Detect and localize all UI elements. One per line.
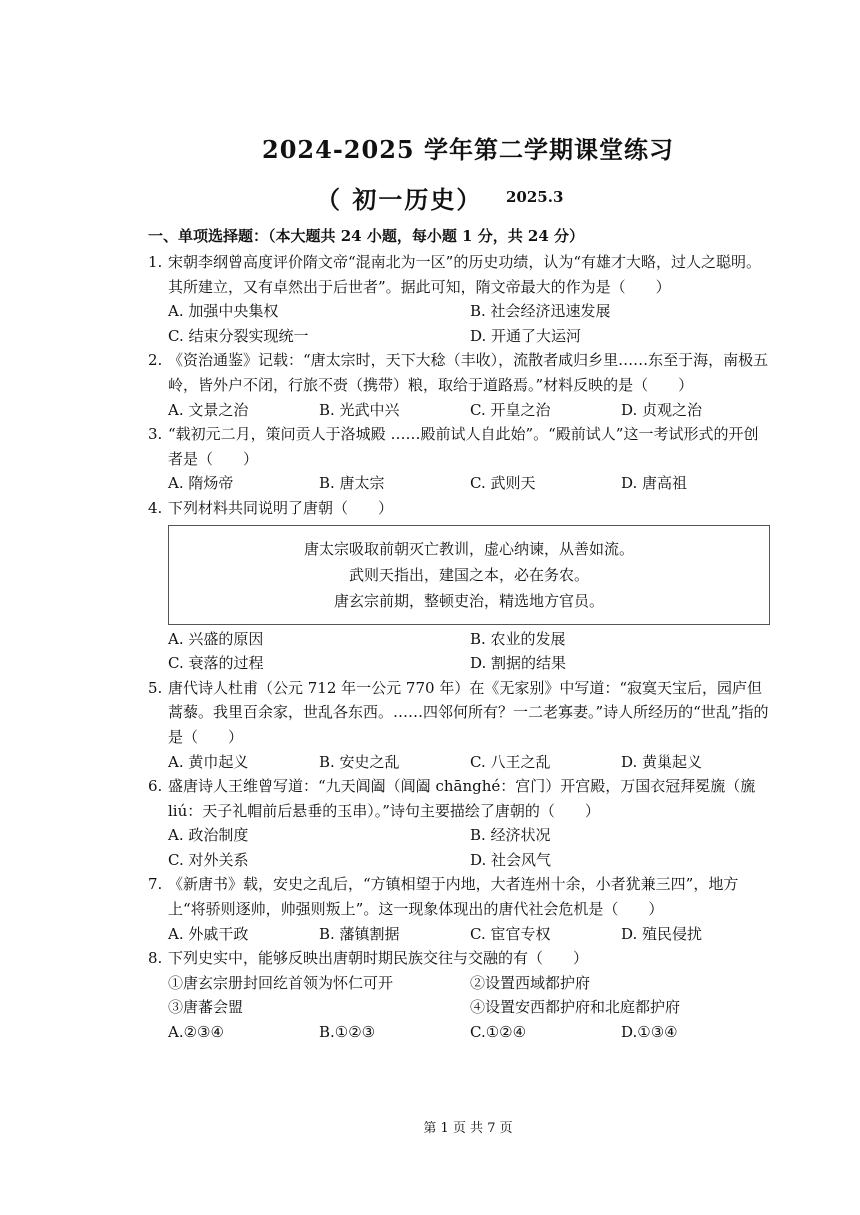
- question-4: [148, 496, 772, 676]
- option-row: [148, 1020, 772, 1045]
- answer-option: B. 安史之乱: [319, 752, 400, 771]
- question-number: 8.: [148, 949, 163, 968]
- answer-option: C. 衰落的过程: [168, 654, 264, 673]
- answer-option: D. 贞观之治: [621, 400, 703, 419]
- answer-option: C.①②④: [470, 1023, 527, 1042]
- answer-option: A. 政治制度: [168, 826, 249, 845]
- question-list: [148, 250, 772, 1045]
- option-row: [148, 299, 772, 324]
- answer-option: D. 黄巢起义: [621, 752, 703, 771]
- material-line: 唐太宗吸取前朝灭亡教训，虚心纳谏，从善如流。: [303, 539, 634, 558]
- option-row: [148, 848, 772, 873]
- material-line: 武则天指出，建国之本，必在务农。: [348, 565, 589, 584]
- answer-option: B. 藩镇割据: [319, 924, 400, 943]
- statement-list: [148, 971, 772, 1020]
- answer-option: B. 社会经济迅速发展: [470, 302, 611, 321]
- answer-option: C. 对外关系: [168, 850, 249, 869]
- question-3: [148, 422, 772, 496]
- answer-option: D. 社会风气: [470, 850, 552, 869]
- answer-option: D. 割据的结果: [470, 654, 567, 673]
- question-stem: [148, 422, 772, 471]
- section-heading: 一、单项选择题：（本大题共 24 小题，每小题 1 分，共 24 分）: [148, 227, 585, 245]
- answer-option: A. 兴盛的原因: [168, 629, 264, 648]
- question-stem: [148, 774, 772, 823]
- answer-option: A. 加强中央集权: [168, 302, 279, 321]
- question-number: 2.: [148, 351, 163, 370]
- question-7: [148, 872, 772, 946]
- question-number: 4.: [148, 498, 163, 517]
- answer-option: A. 黄巾起义: [168, 752, 249, 771]
- answer-option: B. 经济状况: [470, 826, 551, 845]
- question-text: 下列史实中，能够反映出唐朝时期民族交往与交融的有（ ）: [168, 949, 589, 968]
- answer-option: D. 开通了大运河: [470, 326, 582, 345]
- option-row: [148, 324, 772, 349]
- statement-item: ①唐玄宗册封回纥首领为怀仁可开: [168, 973, 394, 992]
- option-row: [148, 627, 772, 652]
- option-row: [148, 823, 772, 848]
- question-stem: [148, 496, 772, 521]
- question-number: 1.: [148, 253, 163, 271]
- answer-option: A. 隋炀帝: [168, 474, 234, 493]
- option-row: [148, 750, 772, 775]
- answer-option: A. 文景之治: [168, 400, 249, 419]
- question-stem: [148, 946, 772, 971]
- exam-date: 2025.3: [506, 188, 564, 206]
- question-text: 《新唐书》载，安史之乱后，“方镇相望于内地，大者连州十余，小者犹兼三四”，地方上“将骄则逐帅，帅强则叛上”。这一现象体现出的唐代社会危机是（ ）: [168, 875, 739, 919]
- question-2: [148, 348, 772, 422]
- statement-item: ③唐蕃会盟: [168, 998, 244, 1017]
- material-box: [168, 525, 770, 625]
- exam-title: 2024-2025 学年第二学期课堂练习: [262, 135, 674, 164]
- option-row: [148, 922, 772, 947]
- material-line: 唐玄宗前期，整顿吏治，精选地方官员。: [333, 591, 604, 610]
- question-stem: [148, 676, 772, 750]
- page-footer: 第 1 页 共 7 页: [423, 1121, 513, 1136]
- question-text: 下列材料共同说明了唐朝（ ）: [168, 498, 394, 517]
- question-stem: [148, 348, 772, 397]
- exam-subject: （ 初一历史）: [316, 185, 483, 214]
- question-number: 3.: [148, 425, 163, 444]
- question-number: 6.: [148, 777, 163, 796]
- statement-item: ②设置西域都护府: [470, 973, 591, 992]
- statement-item: ④设置安西都护府和北庭都护府: [470, 998, 681, 1017]
- subtitle-row: [316, 180, 564, 220]
- answer-option: D.①③④: [621, 1023, 678, 1042]
- question-text: 宋朝李纲曾高度评价隋文帝“混南北为一区”的历史功绩，认为“有雄才大略，过人之聪明。其所建立，又有卓然出于后世者”。据此可知，隋文帝最大的作为是（ ）: [168, 253, 762, 296]
- question-number: 7.: [148, 875, 163, 894]
- answer-option: D. 殖民侵扰: [621, 924, 703, 943]
- question-stem: [148, 872, 772, 921]
- question-text: 《资治通鉴》记载：“唐太宗时，天下大稔（丰收），流散者咸归乡里……东至于海，南极五岭，皆外户不闭，行旅不赍（携带）粮，取给于道路焉。”材料反映的是（ ）: [168, 351, 769, 394]
- answer-option: B. 光武中兴: [319, 400, 400, 419]
- answer-option: B. 唐太宗: [319, 474, 385, 493]
- answer-option: C. 八王之乱: [470, 752, 551, 771]
- answer-option: B.①②③: [319, 1023, 376, 1042]
- answer-option: A. 外戚干政: [168, 924, 249, 943]
- question-6: [148, 774, 772, 872]
- answer-option: C. 宦官专权: [470, 924, 551, 943]
- question-text: 盛唐诗人王维曾写道：“九天阊阖（阊阖 chānghé：宫门）开宫殿，万国衣冠拜冕旒（旒 liú：天子礼帽前后悬垂的玉串）。”诗句主要描绘了唐朝的（ ）: [168, 777, 756, 820]
- option-row: [148, 398, 772, 423]
- option-row: [148, 651, 772, 676]
- question-5: [148, 676, 772, 774]
- answer-option: B. 农业的发展: [470, 629, 566, 648]
- option-row: [148, 471, 772, 496]
- question-text: 唐代诗人杜甫（公元 712 年一公元 770 年）在《无家别》中写道：“寂寞天宝后，园庐但蒿藜。我里百余家，世乱各东西。……四邻何所有？一二老寡妻。”诗人所经历的“世乱”指的是（ ）: [168, 678, 769, 746]
- question-number: 5.: [148, 678, 163, 697]
- answer-option: D. 唐高祖: [621, 474, 688, 493]
- question-8: [148, 946, 772, 1044]
- question-stem: [148, 250, 772, 299]
- answer-option: A.②③④: [168, 1023, 224, 1042]
- question-text: “载初元二月，策问贡人于洛城殿 ……殿前试人自此始”。“殿前试人”这一考试形式的开创者是（ ）: [168, 425, 759, 468]
- answer-option: C. 结束分裂实现统一: [168, 326, 309, 345]
- answer-option: C. 武则天: [470, 474, 536, 493]
- answer-option: C. 开皇之治: [470, 400, 551, 419]
- question-1: [148, 250, 772, 348]
